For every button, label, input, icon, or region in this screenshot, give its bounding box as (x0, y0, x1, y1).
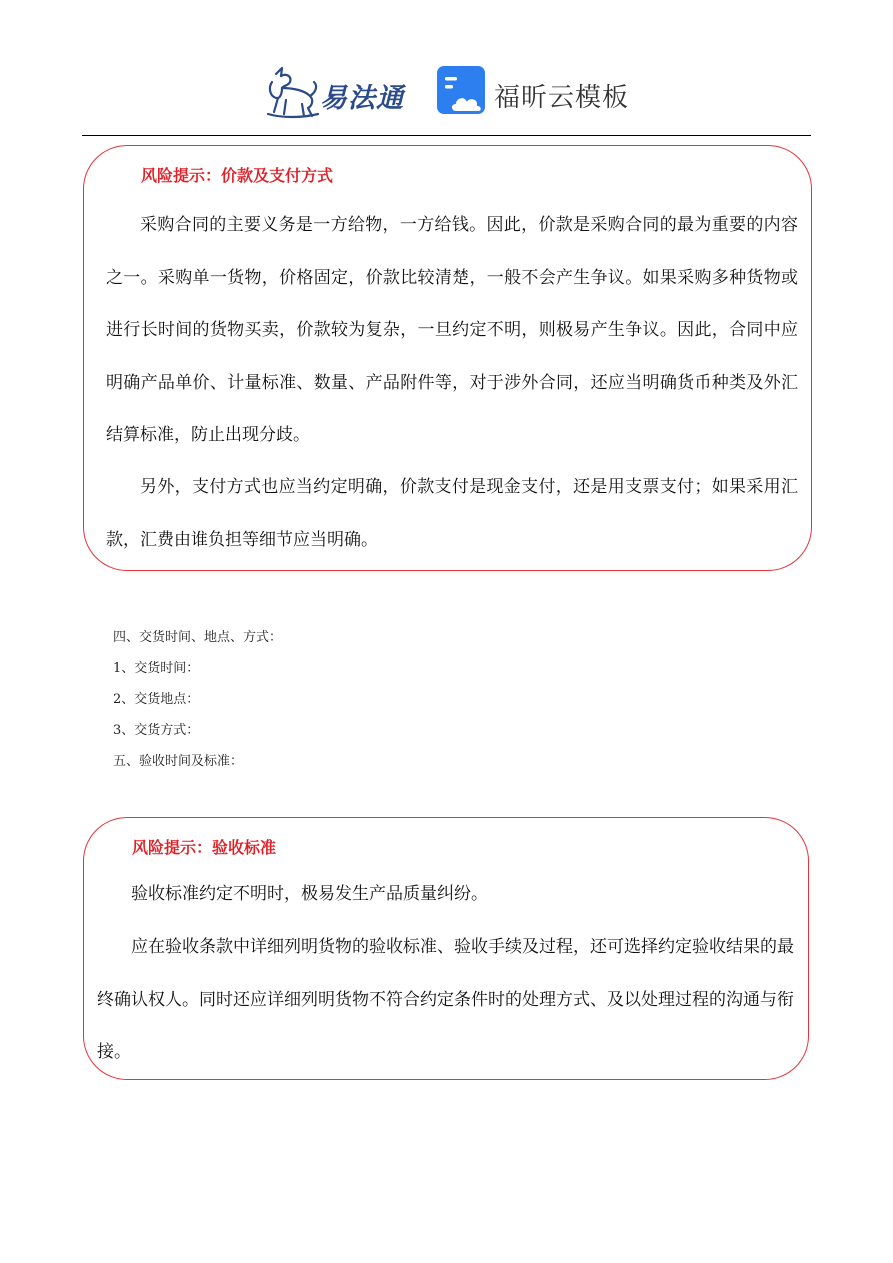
risk-tip-title: 风险提示：验收标准 (132, 838, 277, 857)
risk-tip-payment (83, 145, 812, 571)
page-header (0, 58, 893, 128)
risk-tip-paragraph: 另外，支付方式也应当约定明确，价款支付是现金支付，还是用支票支付；如果采用汇款，汇费由谁负担等细节应当明确。 (106, 477, 798, 550)
clause-item: 3、交货方式： (113, 723, 200, 738)
clause-heading: 五、验收时间及标准： (113, 754, 244, 769)
contract-clauses (113, 624, 282, 779)
header-divider (82, 135, 811, 136)
unicorn-logo-icon (262, 64, 322, 120)
fuxin-logo-text: 福昕云模板 (494, 83, 630, 113)
risk-tip-paragraph: 验收标准约定不明时，极易发生产品质量纠纷。 (131, 884, 488, 904)
clause-item: 2、交货地点： (113, 692, 200, 707)
fuxin-logo (436, 64, 636, 120)
yifatong-logo-text: 易法通 (320, 83, 404, 114)
clause-heading: 四、交货时间、地点、方式： (113, 630, 283, 645)
yifatong-logo (262, 64, 412, 120)
risk-tip-paragraph: 采购合同的主要义务是一方给物，一方给钱。因此，价款是采购合同的最为重要的内容之一。采购单一货物，价格固定，价款比较清楚，一般不会产生争议。如果采购多种货物或进行长时间的货物买卖，价款较为复杂，一旦约定不明，则极易产生争议。因此，合同中应明确产品单价、计量标准、数量、产品附件等，对于涉外合同，还应当明确货币种类及外汇结算标准，防止出现分歧。 (106, 215, 798, 445)
clause-item: 1、交货时间： (113, 661, 200, 676)
cloud-document-icon (436, 64, 488, 118)
risk-tip-title: 风险提示：价款及支付方式 (141, 166, 334, 185)
risk-tip-paragraph: 应在验收条款中详细列明货物的验收标准、验收手续及过程，还可选择约定验收结果的最终确认权人。同时还应详细列明货物不符合约定条件时的处理方式、及以处理过程的沟通与衔接。 (97, 937, 794, 1062)
risk-tip-acceptance (83, 817, 809, 1080)
